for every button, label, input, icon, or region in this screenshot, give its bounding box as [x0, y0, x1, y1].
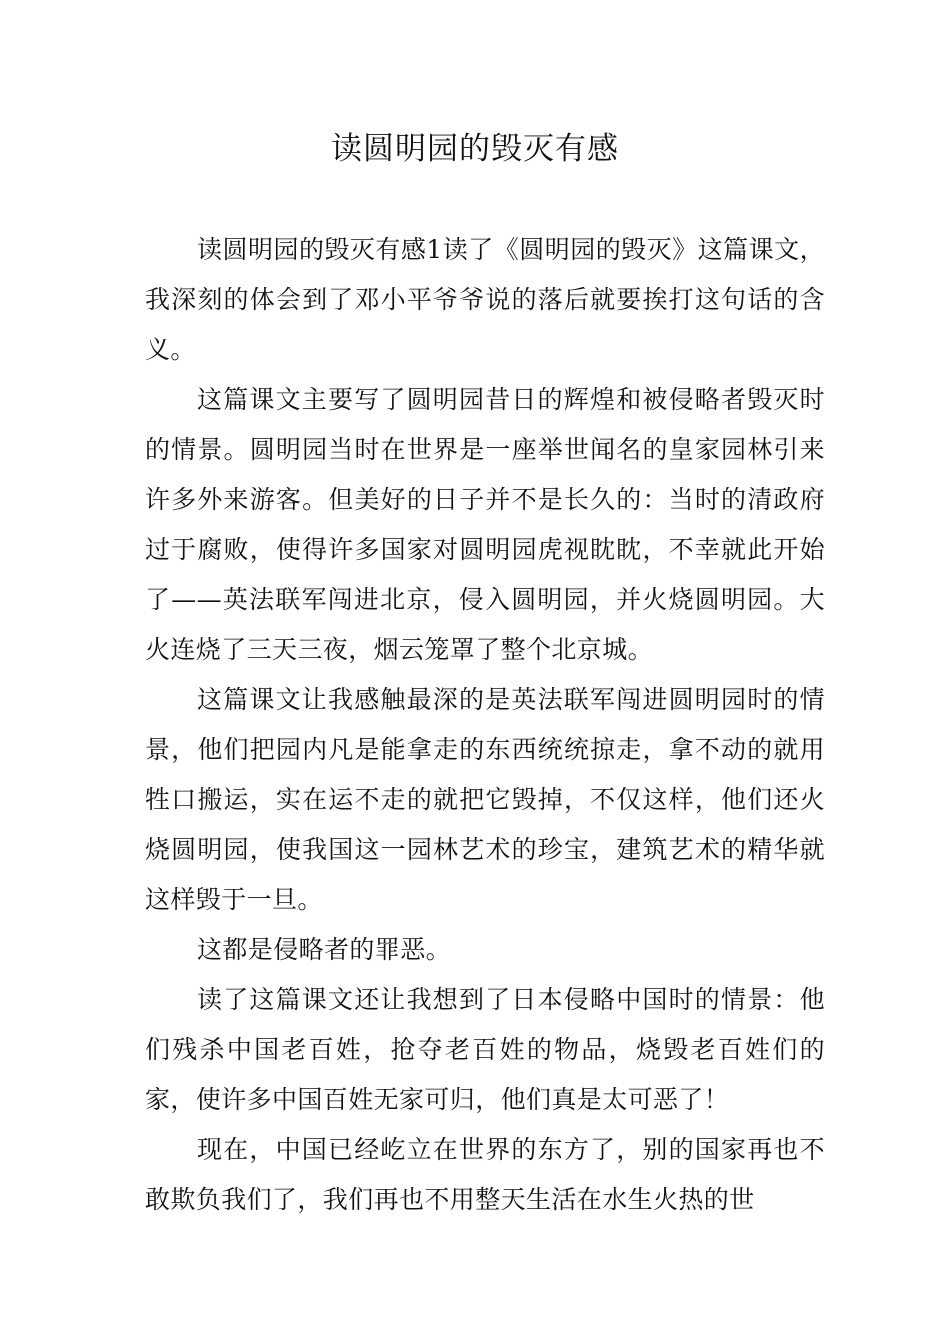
paragraph-4: 这都是侵略者的罪恶。	[197, 935, 452, 964]
paragraph-3: 这篇课文让我感触最深的是英法联军闯进圆明园时的情景，他们把园内凡是能拿走的东西统统掠走，拿不动的就用牲口搬运，实在运不走的就把它毁掉，不仅这样，他们还火烧圆明园，使我国这一园林艺术的珍宝，建筑艺术的精华就这样毁于一旦。	[145, 685, 825, 914]
paragraph-5: 读了这篇课文还让我想到了日本侵略中国时的情景：他们残杀中国老百姓，抢夺老百姓的物品，烧毁老百姓们的家，使许多中国百姓无家可归，他们真是太可恶了！	[145, 985, 825, 1114]
document-title: 读圆明园的毁灭有感	[331, 131, 619, 167]
document-body	[145, 225, 825, 1225]
paragraph-2: 这篇课文主要写了圆明园昔日的辉煌和被侵略者毁灭时的情景。圆明园当时在世界是一座举世闻名的皇家园林引来许多外来游客。但美好的日子并不是长久的：当时的清政府过于腐败，使得许多国家对圆明园虎视眈眈，不幸就此开始了——英法联军闯进北京，侵入圆明园，并火烧圆明园。大火连烧了三天三夜，烟云笼罩了整个北京城。	[145, 385, 825, 664]
paragraph-6: 现在，中国已经屹立在世界的东方了，别的国家再也不敢欺负我们了，我们再也不用整天生活在水生火热的世	[145, 1135, 825, 1214]
paragraph-1: 读圆明园的毁灭有感1读了《圆明园的毁灭》这篇课文，我深刻的体会到了邓小平爷爷说的落后就要挨打这句话的含义。	[145, 235, 825, 364]
